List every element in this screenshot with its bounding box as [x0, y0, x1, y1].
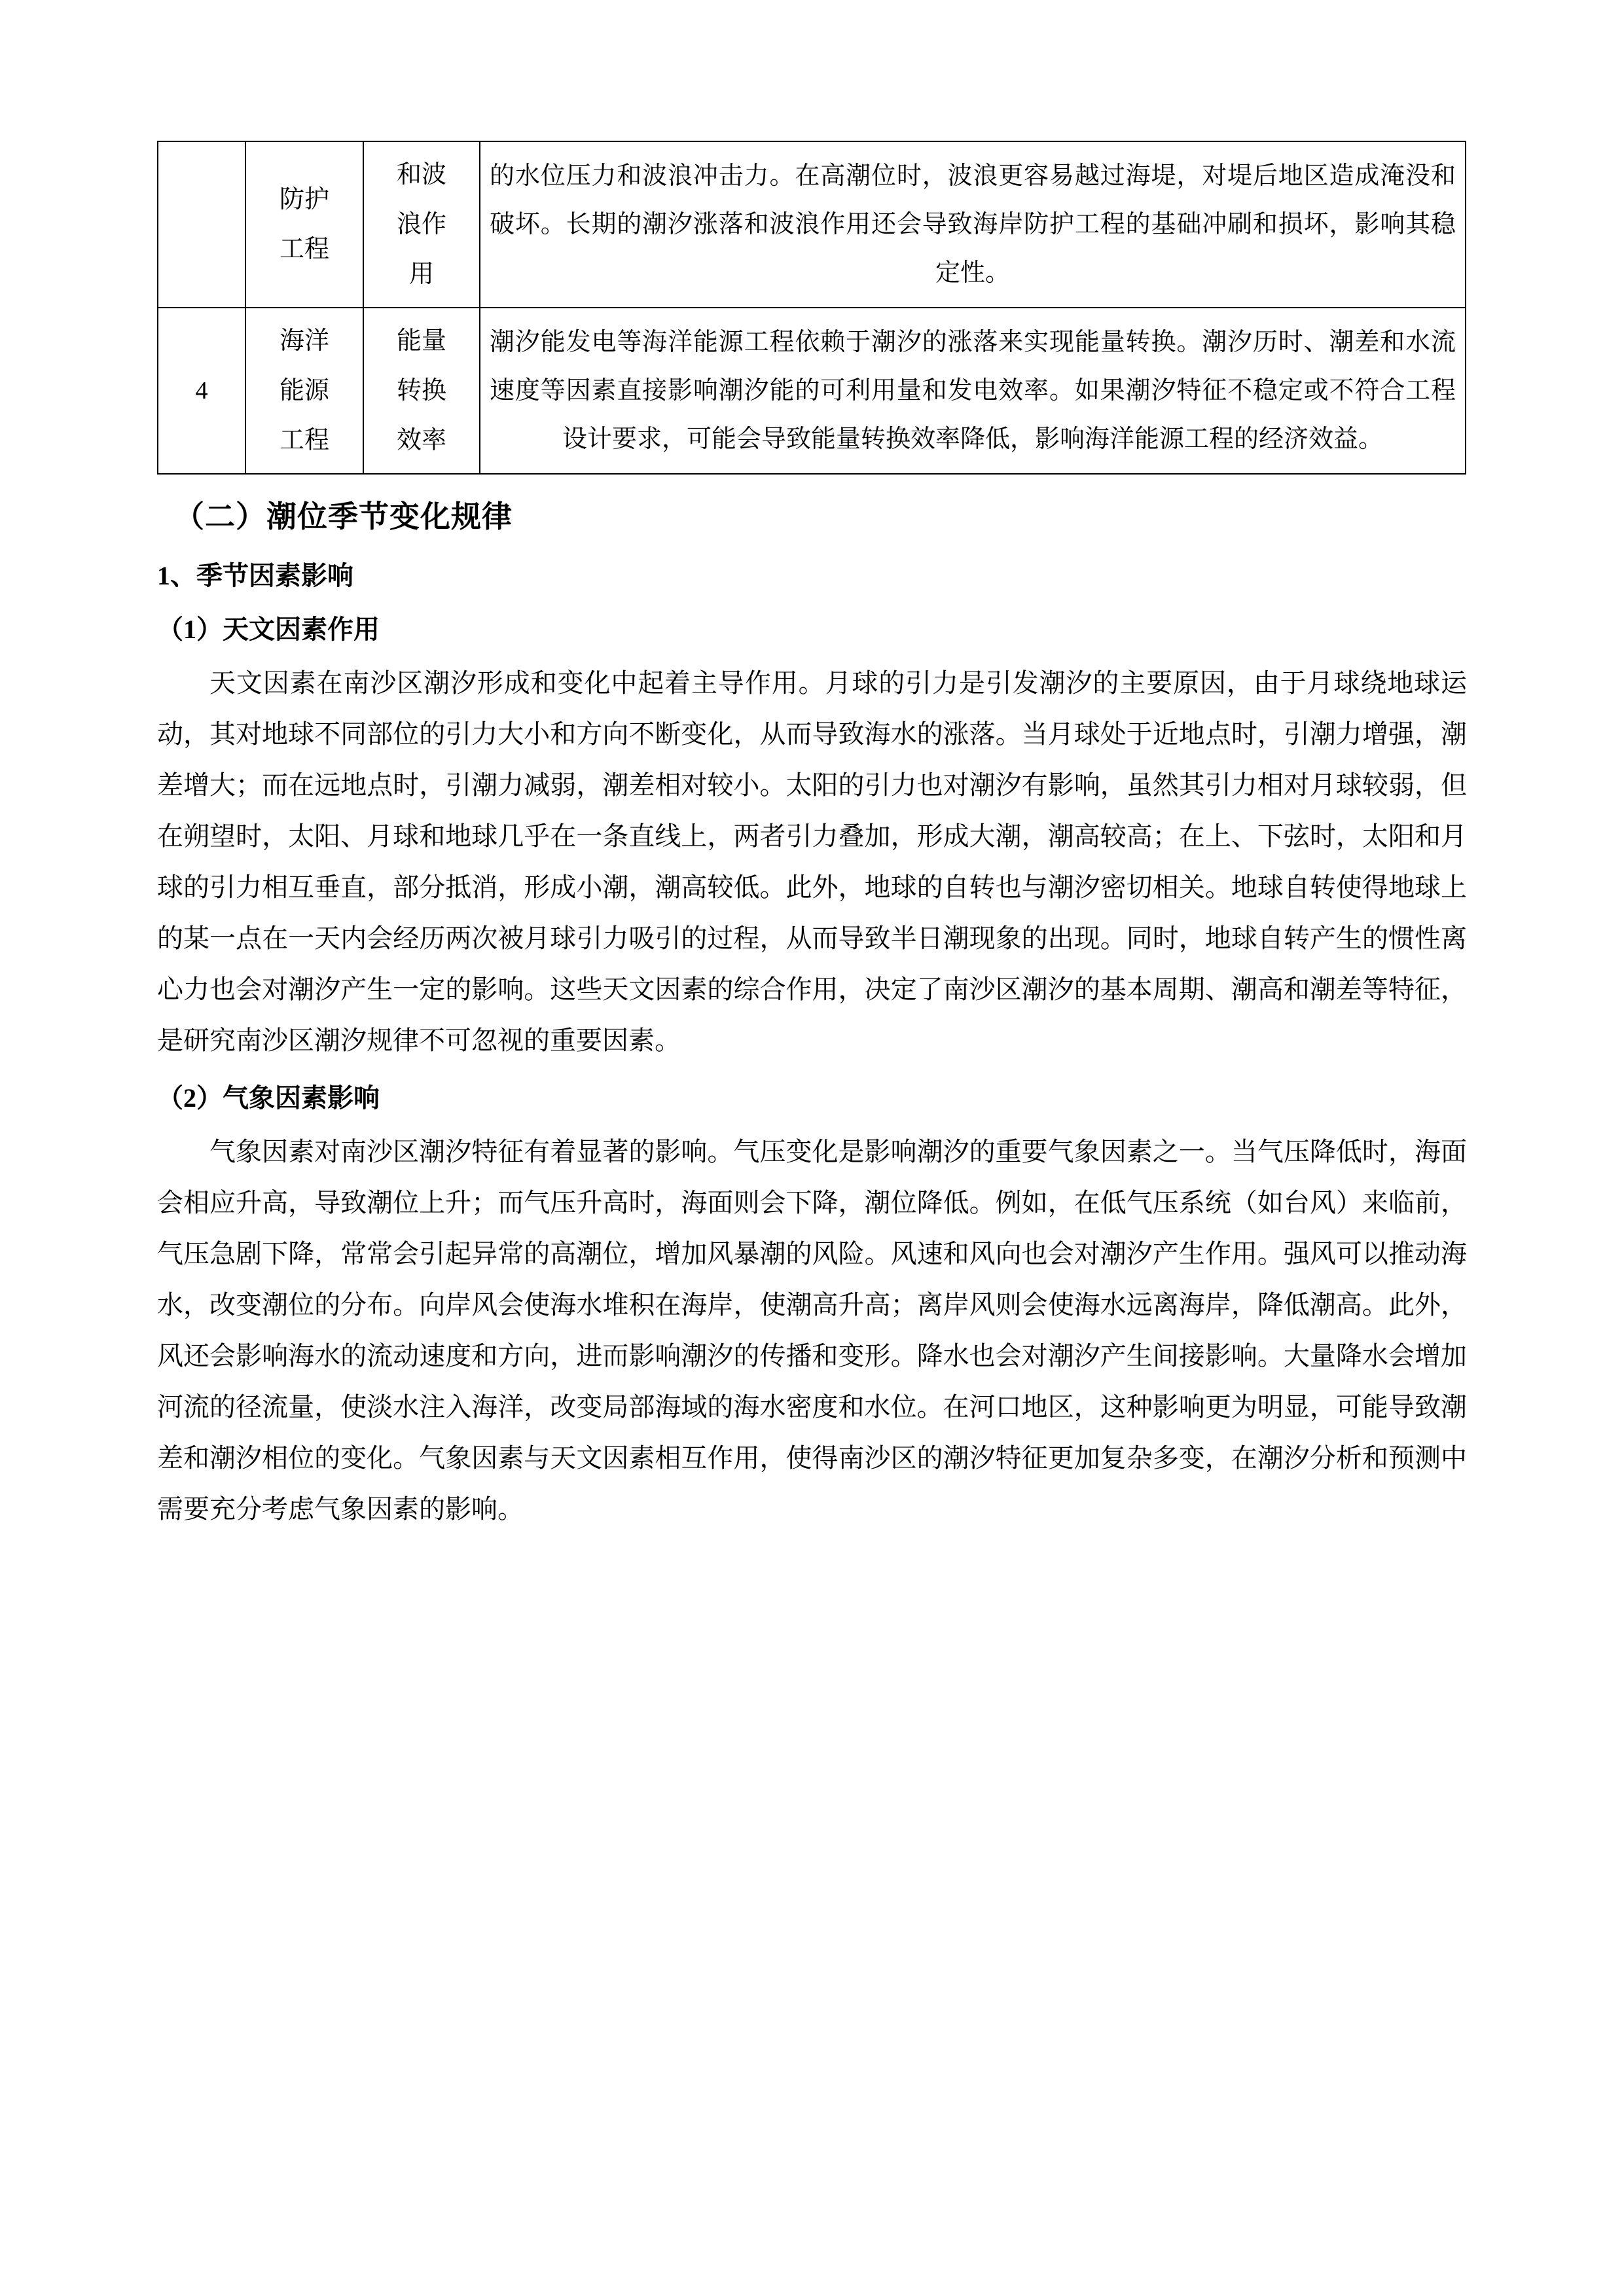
row-number-cell	[158, 141, 245, 308]
category-text: 海洋 能源 工程	[279, 327, 329, 454]
section-heading: （二）潮位季节变化规律	[174, 500, 513, 533]
row-description-cell: 的水位压力和波浪冲击力。在高潮位时，波浪更容易越过海堤，对堤后地区造成淹没和破坏。长期的潮汐涨落和波浪作用还会导致海岸防护工程的基础冲刷和损坏，影响其稳定性。	[480, 141, 1466, 308]
row-number-cell: 4	[158, 308, 245, 474]
row-category-cell	[245, 141, 363, 308]
sub-heading-meteorological-factors: （2）气象因素影响	[157, 1083, 380, 1113]
row-factor-cell	[363, 308, 480, 474]
table-row	[158, 141, 1466, 308]
factor-text: 能量 转换 效率	[396, 327, 446, 454]
table-row	[158, 308, 1466, 474]
table-body	[158, 141, 1466, 474]
factor-text: 和波 浪作 用	[396, 161, 446, 288]
category-text: 防护 工程	[279, 186, 329, 263]
sub-heading-astronomical-factors: （1）天文因素作用	[157, 614, 380, 644]
paragraph-astronomical-factors: 天文因素在南沙区潮汐形成和变化中起着主导作用。月球的引力是引发潮汐的主要原因，由于月球绕地球运动，其对地球不同部位的引力大小和方向不断变化，从而导致海水的涨落。当月球处于近地点时，引潮力增强，潮差增大；而在远地点时，引潮力减弱，潮差相对较小。太阳的引力也对潮汐有影响，虽然其引力相对月球较弱，但在朔望时，太阳、月球和地球几乎在一条直线上，两者引力叠加，形成大潮，潮高较高；在上、下弦时，太阳和月球的引力相互垂直，部分抵消，形成小潮，潮高较低。此外，地球的自转也与潮汐密切相关。地球自转使得地球上的某一点在一天内会经历两次被月球引力吸引的过程，从而导致半日潮现象的出现。同时，地球自转产生的惯性离心力也会对潮汐产生一定的影响。这些天文因素的综合作用，决定了南沙区潮汐的基本周期、潮高和潮差等特征，是研究南沙区潮汐规律不可忽视的重要因素。	[157, 668, 1467, 1055]
paragraph-meteorological-factors: 气象因素对南沙区潮汐特征有着显著的影响。气压变化是影响潮汐的重要气象因素之一。当气压降低时，海面会相应升高，导致潮位上升；而气压升高时，海面则会下降，潮位降低。例如，在低气压系统（如台风）来临前，气压急剧下降，常常会引起异常的高潮位，增加风暴潮的风险。风速和风向也会对潮汐产生作用。强风可以推动海水，改变潮位的分布。向岸风会使海水堆积在海岸，使潮高升高；离岸风则会使海水远离海岸，降低潮高。此外，风还会影响海水的流动速度和方向，进而影响潮汐的传播和变形。降水也会对潮汐产生间接影响。大量降水会增加河流的径流量，使淡水注入海洋，改变局部海域的海水密度和水位。在河口地区，这种影响更为明显，可能导致潮差和潮汐相位的变化。气象因素与天文因素相互作用，使得南沙区的潮汐特征更加复杂多变，在潮汐分析和预测中需要充分考虑气象因素的影响。	[157, 1136, 1467, 1524]
row-category-cell	[245, 308, 363, 474]
impact-factors-table	[157, 141, 1466, 475]
row-description-cell: 潮汐能发电等海洋能源工程依赖于潮汐的涨落来实现能量转换。潮汐历时、潮差和水流速度等因素直接影响潮汐能的可利用量和发电效率。如果潮汐特征不稳定或不符合工程设计要求，可能会导致能量转换效率降低，影响海洋能源工程的经济效益。	[480, 308, 1466, 474]
row-factor-cell	[363, 141, 480, 308]
sub-heading-seasonal-factors: 1、季节因素影响	[157, 560, 353, 590]
